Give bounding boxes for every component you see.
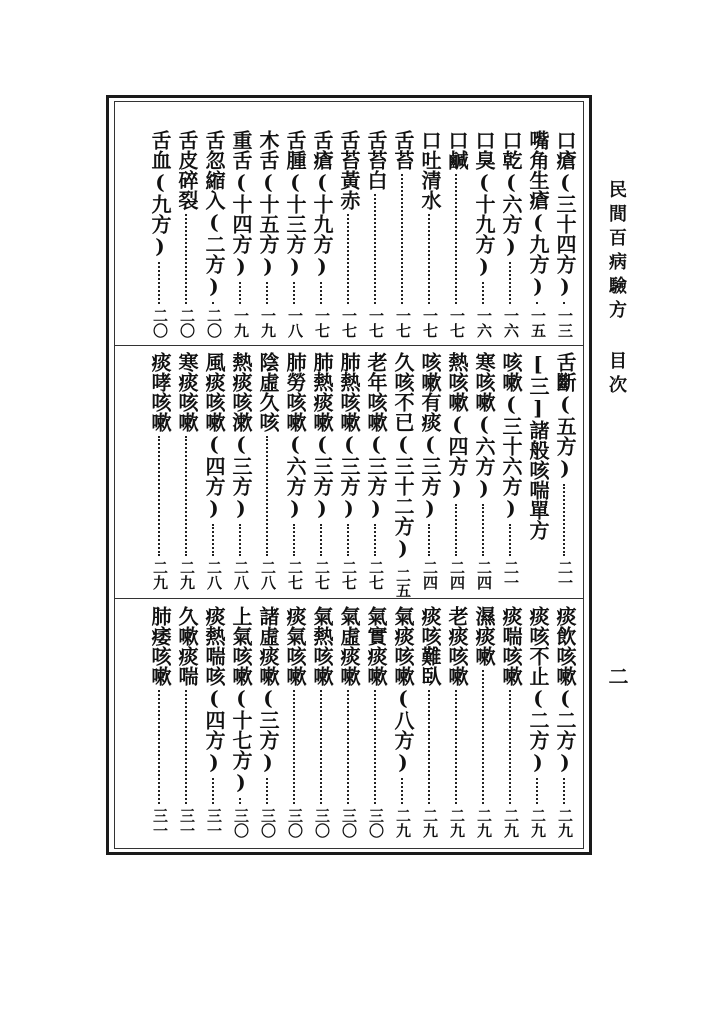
- dot-leader: [293, 524, 297, 556]
- toc-entry: [282, 606, 308, 838]
- toc-entry-title: 痰氣咳嗽: [283, 606, 307, 686]
- dot-leader: [455, 690, 459, 804]
- panel-divider: [114, 598, 584, 599]
- toc-entry-page: 二七: [286, 560, 304, 590]
- dot-leader: [266, 778, 270, 804]
- toc-entry-page: 二八: [232, 560, 250, 590]
- toc-entry: [444, 352, 470, 590]
- toc-entry: [336, 130, 362, 338]
- toc-entry-page: 三〇: [286, 808, 304, 838]
- toc-entry-title: 舌瘡(十九方): [310, 130, 334, 278]
- toc-entry-page: 三〇: [367, 808, 385, 838]
- dot-leader: [347, 214, 351, 304]
- toc-entry-page: 一六: [502, 308, 520, 338]
- toc-entry-page: 一七: [313, 308, 331, 338]
- toc-entry: [498, 352, 524, 590]
- dot-leader: [266, 282, 270, 304]
- dot-leader: [158, 436, 162, 556]
- toc-entry-page: 一五: [529, 308, 547, 338]
- toc-entry-page: 二九: [529, 808, 547, 838]
- dot-leader: [455, 174, 459, 304]
- toc-entry-page: 三〇: [232, 808, 250, 838]
- toc-entry: [525, 130, 551, 338]
- toc-entry: [147, 130, 173, 338]
- dot-leader: [320, 282, 324, 304]
- dot-leader: [320, 524, 324, 556]
- toc-entry-page: 二九: [421, 808, 439, 838]
- toc-entry: [363, 352, 389, 590]
- toc-entry-page: 二九: [151, 560, 169, 590]
- toc-entry: [417, 352, 443, 590]
- toc-entry-title: 痰飲咳嗽(二方): [553, 606, 577, 774]
- toc-entry-page: 二九: [556, 808, 574, 838]
- dot-leader: [428, 214, 432, 304]
- toc-entry-page: 一七: [421, 308, 439, 338]
- toc-entry: [174, 130, 200, 338]
- toc-entry: [282, 352, 308, 590]
- dot-leader: [401, 174, 405, 304]
- dot-leader: [374, 690, 378, 804]
- dot-leader: [509, 690, 513, 804]
- toc-entry-title: [三]諸般咳喘單方: [526, 352, 550, 540]
- dot-leader: [212, 778, 216, 804]
- toc-entry-page: 一三: [556, 308, 574, 338]
- toc-entry: [390, 130, 416, 338]
- toc-entry: [552, 352, 578, 590]
- toc-entry-title: 肺痿咳嗽: [148, 606, 172, 686]
- toc-entry-page: 二九: [448, 808, 466, 838]
- toc-entry-title: 舌苔白: [364, 130, 388, 190]
- toc-entry-title: 風痰咳嗽(四方): [202, 352, 226, 520]
- dot-leader: [428, 690, 432, 804]
- toc-entry-title: 痰咳難臥: [418, 606, 442, 686]
- toc-entry-page: 二九: [475, 808, 493, 838]
- dot-leader: [428, 524, 432, 556]
- dot-leader: [482, 282, 486, 304]
- toc-entry-title: 熱咳嗽(四方): [445, 352, 469, 500]
- toc-entry-title: 舌苔: [391, 130, 415, 170]
- toc-entry-title: 濕痰嗽: [472, 606, 496, 666]
- toc-entry: [417, 606, 443, 838]
- toc-entry: [282, 130, 308, 338]
- toc-entry-page: 二八: [205, 560, 223, 590]
- toc-entry-page: 三一: [178, 808, 196, 838]
- toc-entry: [201, 606, 227, 838]
- toc-entry: [228, 130, 254, 338]
- toc-entry-page: 二八: [259, 560, 277, 590]
- toc-entry: [174, 606, 200, 838]
- toc-entry: [255, 606, 281, 838]
- dot-leader: [455, 504, 459, 556]
- toc-entry: [498, 130, 524, 338]
- toc-entry-title: 陰虛久咳: [256, 352, 280, 432]
- toc-entry-title: 痰熱喘咳(四方): [202, 606, 226, 774]
- toc-entry: [552, 130, 578, 338]
- toc-entry-page: 二九: [502, 808, 520, 838]
- toc-entry-title: 口臭(十九方): [472, 130, 496, 278]
- toc-entry-page: 二四: [421, 560, 439, 590]
- toc-entry-page: 一七: [394, 308, 412, 338]
- toc-entry-page: 二〇: [151, 308, 169, 338]
- toc-entry: [201, 130, 227, 338]
- dot-leader: [374, 194, 378, 304]
- running-head: 民間百病驗方 目次: [606, 180, 627, 399]
- toc-entry-page: 一七: [367, 308, 385, 338]
- toc-entry-title: 口乾(六方): [499, 130, 523, 258]
- toc-entry: [444, 606, 470, 838]
- toc-entry-title: 咳嗽有痰(三方): [418, 352, 442, 520]
- toc-entry: [471, 130, 497, 338]
- toc-entry-page: 二九: [178, 560, 196, 590]
- toc-entry: [363, 606, 389, 838]
- toc-entry-page: 二一: [502, 560, 520, 590]
- dot-leader: [563, 484, 567, 556]
- dot-leader: [266, 436, 270, 556]
- toc-entry-title: 久咳不已(三十二方): [391, 352, 415, 560]
- toc-entry-page: 三〇: [313, 808, 331, 838]
- toc-entry-title: 舌忽縮入(二方): [202, 130, 226, 298]
- toc-entry-page: 一七: [340, 308, 358, 338]
- toc-entry-page: 二七: [340, 560, 358, 590]
- toc-entry-title: 舌血(九方): [148, 130, 172, 258]
- toc-entry-page: 二五: [394, 568, 412, 598]
- toc-entry-title: 嘴角生瘡(九方): [526, 130, 550, 298]
- toc-entry-title: 重舌(十四方): [229, 130, 253, 278]
- toc-entry-page: 二四: [475, 560, 493, 590]
- dot-leader: [212, 524, 216, 556]
- toc-entry: [309, 352, 335, 590]
- toc-entry-page: 三〇: [340, 808, 358, 838]
- toc-entry-page: 二七: [313, 560, 331, 590]
- toc-entry: [228, 606, 254, 838]
- toc-entry-page: 三〇: [259, 808, 277, 838]
- toc-entry-page: 一七: [448, 308, 466, 338]
- dot-leader: [320, 690, 324, 804]
- toc-entry-title: 肺熱咳嗽(三方): [337, 352, 361, 520]
- dot-leader: [185, 690, 189, 804]
- dot-leader: [509, 524, 513, 556]
- toc-entry-page: 二一: [556, 560, 574, 590]
- dot-leader: [401, 778, 405, 804]
- toc-entry-title: 痰咳不止(二方): [526, 606, 550, 774]
- toc-entry-title: 舌斷(五方): [553, 352, 577, 480]
- toc-entry: [174, 352, 200, 590]
- toc-entry: [363, 130, 389, 338]
- toc-entry-title: 寒痰咳嗽: [175, 352, 199, 432]
- toc-entry-title: 肺熱痰嗽(三方): [310, 352, 334, 520]
- toc-entry-title: 久嗽痰喘: [175, 606, 199, 686]
- toc-entry: [498, 606, 524, 838]
- toc-section-heading: [525, 352, 551, 590]
- toc-entry: [471, 352, 497, 590]
- toc-entry-page: 二〇: [205, 308, 223, 338]
- toc-entry-title: 肺勞咳嗽(六方): [283, 352, 307, 520]
- toc-entry: [417, 130, 443, 338]
- toc-entry: [309, 606, 335, 838]
- toc-entry: [309, 130, 335, 338]
- toc-entry: [255, 352, 281, 590]
- panel-divider: [114, 345, 584, 346]
- toc-entry-title: 氣虛痰嗽: [337, 606, 361, 686]
- toc-entry: [336, 352, 362, 590]
- toc-entry-page: 二四: [448, 560, 466, 590]
- toc-entry-page: 二九: [394, 808, 412, 838]
- dot-leader: [509, 262, 513, 304]
- toc-entry-title: 木舌(十五方): [256, 130, 280, 278]
- dot-leader: [158, 690, 162, 804]
- toc-entry-title: 老痰咳嗽: [445, 606, 469, 686]
- toc-entry-page: 一九: [259, 308, 277, 338]
- toc-entry: [228, 352, 254, 590]
- dot-leader: [239, 798, 243, 804]
- dot-leader: [293, 282, 297, 304]
- toc-entry: [552, 606, 578, 838]
- toc-entry-title: 寒咳嗽(六方): [472, 352, 496, 500]
- dot-leader: [212, 302, 216, 304]
- dot-leader: [239, 282, 243, 304]
- toc-entry-title: 口吐清水: [418, 130, 442, 210]
- toc-entry-title: 諸虛痰嗽(三方): [256, 606, 280, 774]
- dot-leader: [347, 690, 351, 804]
- toc-entry: [471, 606, 497, 838]
- dot-leader: [482, 670, 486, 804]
- toc-entry-title: 口瘡(三十四方): [553, 130, 577, 298]
- toc-entry-title: 痰喘咳嗽: [499, 606, 523, 686]
- toc-entry-page: 三一: [205, 808, 223, 838]
- dot-leader: [185, 436, 189, 556]
- toc-entry-page: 一八: [286, 308, 304, 338]
- toc-entry-title: 口鹹: [445, 130, 469, 170]
- toc-entry: [336, 606, 362, 838]
- toc-entry-title: 舌腫(十三方): [283, 130, 307, 278]
- toc-entry: [525, 606, 551, 838]
- toc-entry-page: 一九: [232, 308, 250, 338]
- dot-leader: [185, 214, 189, 304]
- toc-entry-title: 上氣咳嗽(十七方): [229, 606, 253, 794]
- dot-leader: [239, 524, 243, 556]
- toc-entry-title: 咳嗽(三十六方): [499, 352, 523, 520]
- toc-entry: [255, 130, 281, 338]
- toc-entry-title: 氣實痰嗽: [364, 606, 388, 686]
- toc-entry-title: 舌苔黃赤: [337, 130, 361, 210]
- toc-entry-title: 熱痰咳漱(三方): [229, 352, 253, 520]
- toc-entry: [390, 606, 416, 838]
- dot-leader: [293, 690, 297, 804]
- toc-entry-page: 二〇: [178, 308, 196, 338]
- toc-entry: [147, 606, 173, 838]
- dot-leader: [536, 778, 540, 804]
- dot-leader: [374, 524, 378, 556]
- toc-entry-title: 氣熱咳嗽: [310, 606, 334, 686]
- toc-entry-title: 氣痰咳嗽(八方): [391, 606, 415, 774]
- dot-leader: [536, 302, 540, 304]
- toc-entry-title: 老年咳嗽(三方): [364, 352, 388, 520]
- toc-entry-title: 舌皮碎裂: [175, 130, 199, 210]
- toc-entry-page: 一六: [475, 308, 493, 338]
- toc-entry-page: 二七: [367, 560, 385, 590]
- toc-entry: [390, 352, 416, 598]
- toc-entry: [201, 352, 227, 590]
- toc-entry: [444, 130, 470, 338]
- page-number: 二: [605, 666, 629, 686]
- toc-entry-page: 三一: [151, 808, 169, 838]
- dot-leader: [563, 778, 567, 804]
- dot-leader: [482, 504, 486, 556]
- dot-leader: [158, 262, 162, 304]
- dot-leader: [563, 302, 567, 304]
- toc-entry-title: 痰哮咳嗽: [148, 352, 172, 432]
- dot-leader: [347, 524, 351, 556]
- toc-entry: [147, 352, 173, 590]
